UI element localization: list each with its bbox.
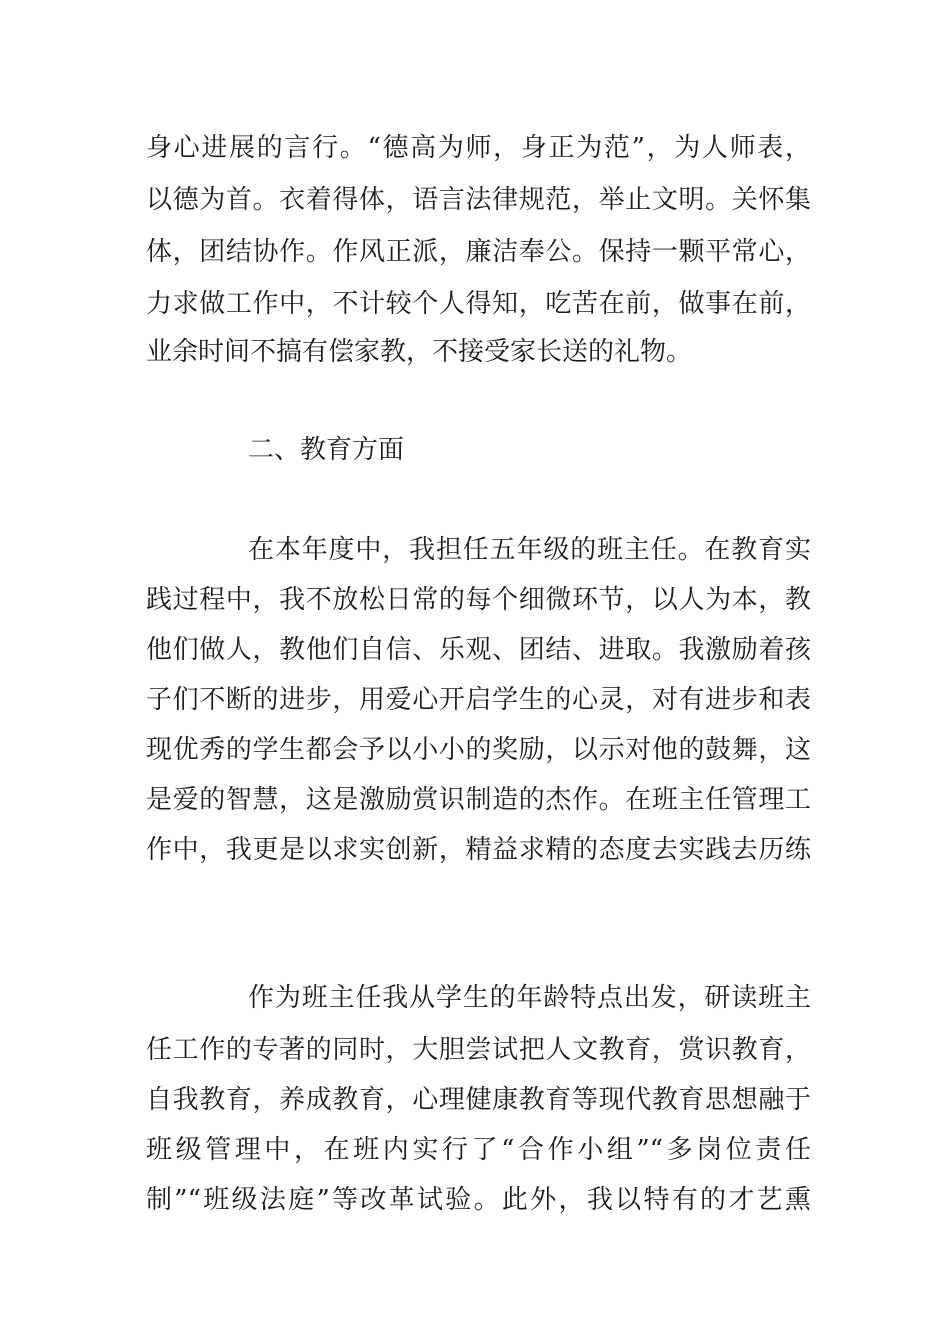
- paragraph-2-line-7: 作中，我更是以求实创新，精益求精的态度去实践去历练: [146, 835, 811, 865]
- paragraph-1-line-5: 业余时间不搞有偿家教，不接受家长送的礼物。: [146, 337, 693, 367]
- paragraph-3-line-5: 制”“班级法庭”等改革试验。此外，我以特有的才艺熏: [146, 1185, 811, 1215]
- paragraph-1-line-4: 力求做工作中，不计较个人得知，吃苦在前，做事在前，: [146, 289, 811, 319]
- paragraph-3-line-4: 班级管理中，在班内实行了“合作小组”“多岗位责任: [146, 1135, 811, 1165]
- section-heading: 二、教育方面: [248, 435, 405, 465]
- paragraph-2-line-2: 践过程中，我不放松日常的每个细微环节，以人为本，教: [146, 585, 811, 615]
- paragraph-1-line-3: 体，团结协作。作风正派，廉洁奉公。保持一颗平常心，: [146, 237, 811, 267]
- paragraph-3-line-2: 任工作的专著的同时，大胆尝试把人文教育，赏识教育，: [146, 1035, 811, 1065]
- paragraph-2-line-4: 子们不断的进步，用爱心开启学生的心灵，对有进步和表: [146, 685, 811, 715]
- paragraph-3-line-3: 自我教育，养成教育，心理健康教育等现代教育思想融于: [146, 1085, 811, 1115]
- paragraph-2-line-5: 现优秀的学生都会予以小小的奖励，以示对他的鼓舞，这: [146, 735, 811, 765]
- paragraph-1-line-1: 身心进展的言行。“德高为师，身正为范”，为人师表，: [146, 133, 811, 163]
- paragraph-1-line-2: 以德为首。衣着得体，语言法律规范，举止文明。关怀集: [146, 185, 811, 215]
- paragraph-3-line-1: 作为班主任我从学生的年龄特点出发，研读班主: [248, 983, 811, 1013]
- paragraph-2-line-3: 他们做人，教他们自信、乐观、团结、进取。我激励着孩: [146, 635, 811, 665]
- paragraph-2-line-1: 在本年度中，我担任五年级的班主任。在教育实: [248, 535, 811, 565]
- paragraph-2-line-6: 是爱的智慧，这是激励赏识制造的杰作。在班主任管理工: [146, 785, 811, 815]
